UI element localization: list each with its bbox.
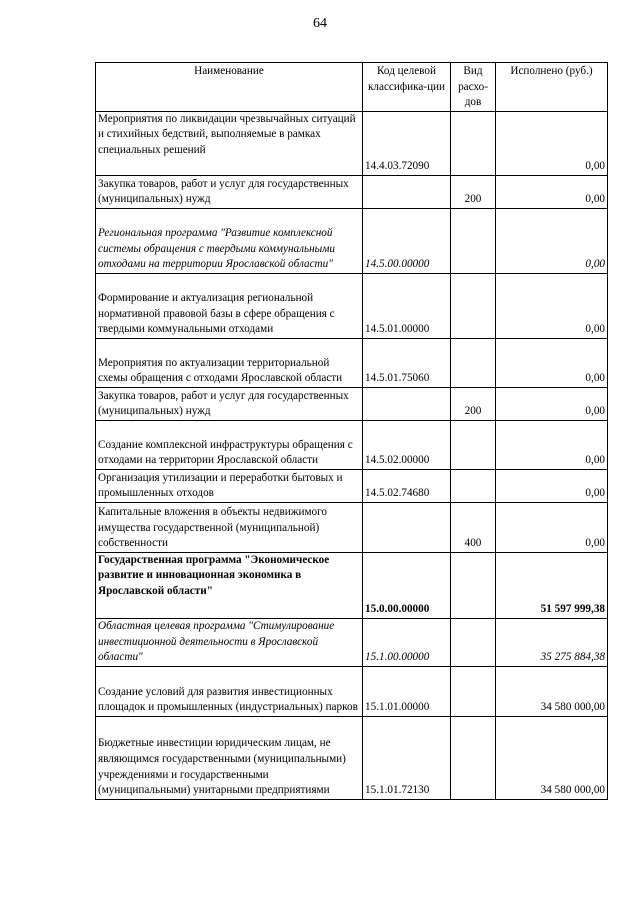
row-name: Закупка товаров, работ и услуг для государственных (муниципальных) нужд <box>96 175 363 208</box>
row-code: 14.5.02.00000 <box>363 420 451 469</box>
row-code <box>363 502 451 552</box>
row-code: 15.1.01.72130 <box>363 716 451 799</box>
budget-table <box>95 62 608 800</box>
row-sum: 0,00 <box>496 175 608 208</box>
row-code: 15.1.00.00000 <box>363 618 451 666</box>
row-kind <box>451 618 496 666</box>
row-sum: 0,00 <box>496 387 608 420</box>
table-row <box>96 469 608 502</box>
row-kind <box>451 338 496 387</box>
row-kind <box>451 666 496 716</box>
header-sum: Исполнено (руб.) <box>496 63 608 112</box>
row-name: Мероприятия по ликвидации чрезвычайных ситуаций и стихийных бедствий, выполняемые в рамках специальных решений <box>96 111 363 175</box>
table-body <box>96 111 608 799</box>
row-name: Мероприятия по актуализации территориальной схемы обращения с отходами Ярославской области <box>96 338 363 387</box>
header-kind: Вид расхо-дов <box>451 63 496 112</box>
row-kind <box>451 552 496 618</box>
row-code: 14.5.02.74680 <box>363 469 451 502</box>
row-code: 15.1.01.00000 <box>363 666 451 716</box>
row-sum: 51 597 999,38 <box>496 552 608 618</box>
row-name: Областная целевая программа "Стимулирование инвестиционной деятельности в Ярославской области" <box>96 618 363 666</box>
row-code: 14.5.00.00000 <box>363 208 451 273</box>
table-row <box>96 552 608 618</box>
table-row <box>96 338 608 387</box>
header-name: Наименование <box>96 63 363 112</box>
row-name: Капитальные вложения в объекты недвижимого имущества государственной (муниципальной) собственности <box>96 502 363 552</box>
row-name: Региональная программа "Развитие комплексной системы обращения с твердыми коммунальными отходами на территории Ярославской области" <box>96 208 363 273</box>
row-name: Закупка товаров, работ и услуг для государственных (муниципальных) нужд <box>96 387 363 420</box>
header-code: Код целевой классифика-ции <box>363 63 451 112</box>
row-kind: 200 <box>451 387 496 420</box>
row-sum: 0,00 <box>496 420 608 469</box>
row-sum: 0,00 <box>496 273 608 338</box>
row-name: Государственная программа "Экономическое развитие и инновационная экономика в Ярославской области" <box>96 552 363 618</box>
row-name: Организация утилизации и переработки бытовых и промышленных отходов <box>96 469 363 502</box>
table-row <box>96 175 608 208</box>
row-kind <box>451 420 496 469</box>
row-code <box>363 387 451 420</box>
table-row <box>96 111 608 175</box>
table-row <box>96 716 608 799</box>
row-kind <box>451 208 496 273</box>
table-row <box>96 502 608 552</box>
row-sum: 35 275 884,38 <box>496 618 608 666</box>
table-row <box>96 618 608 666</box>
row-kind <box>451 111 496 175</box>
row-name: Формирование и актуализация региональной нормативной правовой базы в сфере обращения с твердыми коммунальными отходами <box>96 273 363 338</box>
row-name: Бюджетные инвестиции юридическим лицам, не являющимся государственными (муниципальными) учреждениями и государственными (муниципальными) унитарными предприятиями <box>96 716 363 799</box>
row-code: 14.5.01.75060 <box>363 338 451 387</box>
table-row <box>96 387 608 420</box>
table-header-row <box>96 63 608 112</box>
row-sum: 0,00 <box>496 111 608 175</box>
row-name: Создание комплексной инфраструктуры обращения с отходами на территории Ярославской области <box>96 420 363 469</box>
row-code <box>363 175 451 208</box>
row-code: 15.0.00.00000 <box>363 552 451 618</box>
table-row <box>96 208 608 273</box>
row-kind: 400 <box>451 502 496 552</box>
row-sum: 0,00 <box>496 338 608 387</box>
row-sum: 0,00 <box>496 208 608 273</box>
row-sum: 0,00 <box>496 502 608 552</box>
page-number: 64 <box>313 16 327 31</box>
row-code: 14.4.03.72090 <box>363 111 451 175</box>
row-name: Создание условий для развития инвестиционных площадок и промышленных (индустриальных) парков <box>96 666 363 716</box>
row-kind <box>451 716 496 799</box>
row-kind <box>451 469 496 502</box>
row-sum: 34 580 000,00 <box>496 666 608 716</box>
table-row <box>96 666 608 716</box>
row-sum: 0,00 <box>496 469 608 502</box>
table-row <box>96 273 608 338</box>
row-kind: 200 <box>451 175 496 208</box>
table-row <box>96 420 608 469</box>
row-kind <box>451 273 496 338</box>
row-sum: 34 580 000,00 <box>496 716 608 799</box>
row-code: 14.5.01.00000 <box>363 273 451 338</box>
